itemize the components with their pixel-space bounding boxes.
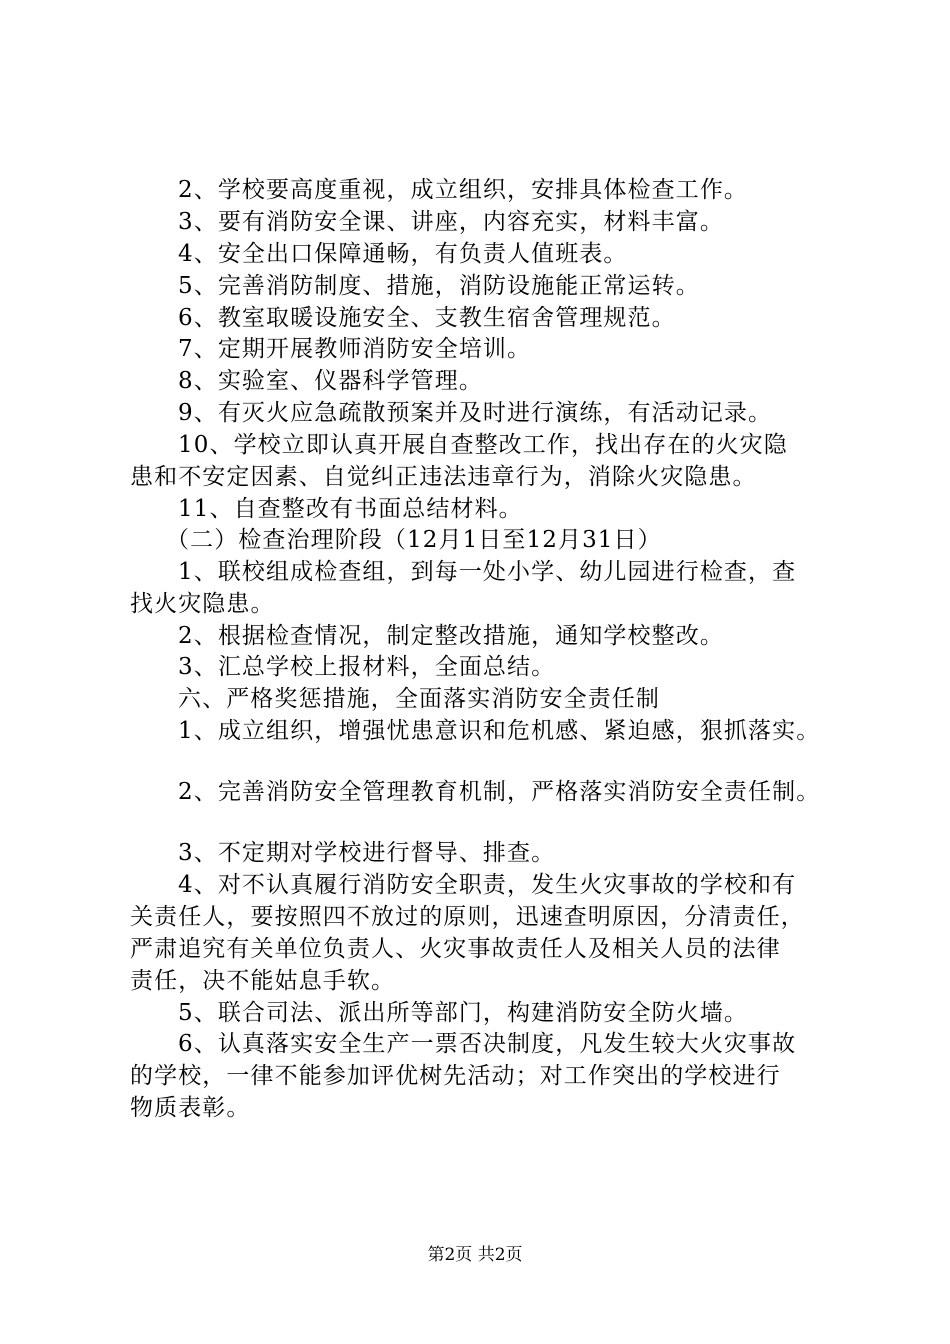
text-line: 11、自查整改有书面总结材料。 (178, 496, 523, 522)
text-line: 3、汇总学校上报材料，全面总结。 (178, 654, 556, 680)
text-line: 1、成立组织，增强忧患意识和危机感、紧迫感，狠抓落实。 (178, 718, 821, 744)
text-line: 2、根据检查情况，制定整改措施，通知学校整改。 (178, 623, 724, 649)
text-line: 10、学校立即认真开展自查整改工作，找出存在的火灾隐 (178, 432, 788, 458)
text-line: 2、学校要高度重视，成立组织，安排具体检查工作。 (178, 177, 749, 203)
section-heading: 六、严格奖惩措施，全面落实消防安全责任制 (178, 686, 660, 712)
text-line: 8、实验室、仪器科学管理。 (178, 368, 483, 394)
text-line: 3、要有消防安全课、讲座，内容充实，材料丰富。 (178, 209, 724, 235)
section-heading: （二）检查治理阶段（12月1日至12月31日） (166, 527, 662, 553)
text-line: 患和不安定因素、自觉纠正违法违章行为，消除火灾隐患。 (130, 464, 757, 490)
text-line: 5、完善消防制度、措施，消防设施能正常运转。 (178, 273, 700, 299)
text-line: 4、对不认真履行消防安全职责，发生火灾事故的学校和有 (178, 872, 797, 898)
text-line: 1、联校组成检查组，到每一处小学、幼儿园进行检查，查 (178, 559, 797, 585)
text-line: 的学校，一律不能参加评优树先活动；对工作突出的学校进行 (130, 1063, 781, 1089)
text-line: 2、完善消防安全管理教育机制，严格落实消防安全责任制。 (178, 779, 821, 805)
text-line: 6、教室取暖设施安全、支教生宿舍管理规范。 (178, 305, 676, 331)
text-line: 6、认真落实安全生产一票否决制度，凡发生较大火灾事故 (178, 1031, 797, 1057)
page-footer: 第2页 共2页 (427, 1245, 523, 1265)
text-line: 7、定期开展教师消防安全培训。 (178, 336, 532, 362)
text-line: 3、不定期对学校进行督导、排查。 (178, 840, 556, 866)
text-line: 5、联合司法、派出所等部门，构建消防安全防火墙。 (178, 1000, 749, 1026)
text-line: 物质表彰。 (130, 1095, 251, 1121)
text-line: 4、安全出口保障通畅，有负责人值班表。 (178, 241, 628, 267)
text-line: 找火灾隐患。 (130, 591, 275, 617)
text-line: 9、有灭火应急疏散预案并及时进行演练，有活动记录。 (178, 400, 773, 426)
text-line: 责任，决不能姑息手软。 (130, 968, 396, 994)
text-line: 关责任人，要按照四不放过的原则，迅速查明原因，分清责任， (130, 904, 805, 930)
text-line: 严肃追究有关单位负责人、火灾事故责任人及相关人员的法律 (130, 936, 781, 962)
